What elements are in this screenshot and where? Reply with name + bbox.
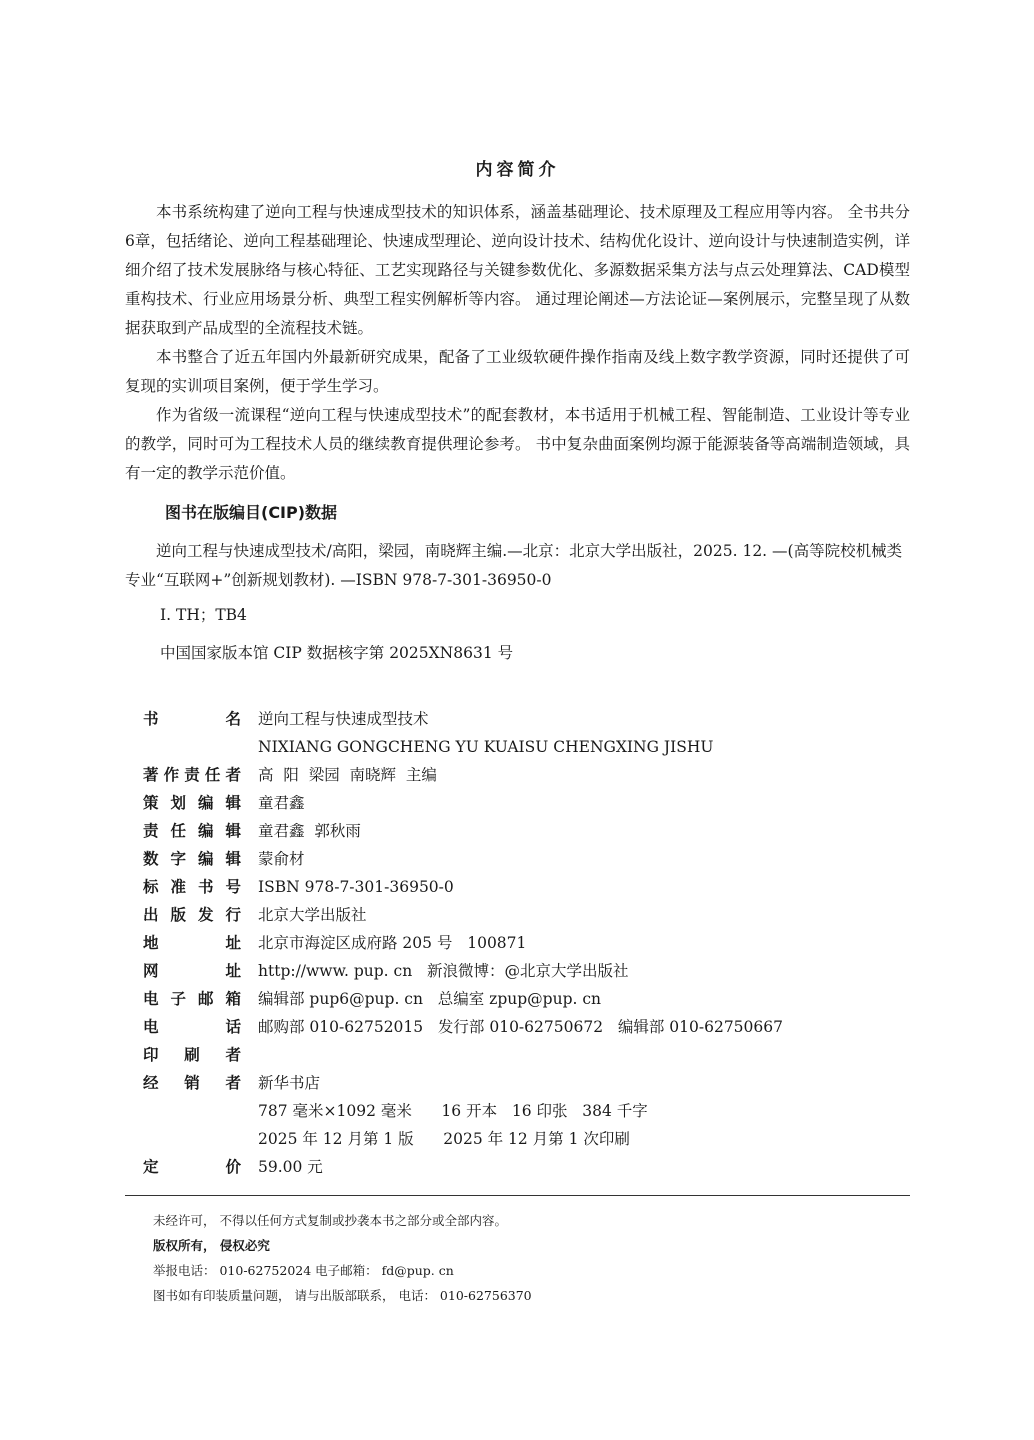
copyright-page [125, 155, 910, 1308]
info-value: 787 毫米×1092 毫米 16 开本 16 印张 384 千字 [258, 1102, 648, 1120]
quality-contact: 图书如有印装质量问题， 请与出版部联系， 电话： 010-62756370 [153, 1288, 532, 1303]
summary-title: 内容简介 [475, 160, 560, 180]
summary-paragraph: 本书整合了近五年国内外最新研究成果，配备了工业级软硬件操作指南及线上数字教学资源，同时还提供了可复现的实训项目案例，便于学生学习。 [125, 348, 910, 395]
info-label: 标准书号 [143, 878, 241, 896]
info-label [125, 1125, 241, 1153]
info-value: 蒙俞材 [258, 850, 305, 868]
info-label: 数字编辑 [143, 850, 241, 868]
cip-title: 图书在版编目(CIP)数据 [165, 503, 338, 522]
info-label [125, 1097, 241, 1125]
cip-record: 逆向工程与快速成型技术/高阳，梁园，南晓辉主编.—北京：北京大学出版社，2025. 12. —(高等院校机械类专业“互联网+”创新规划教材). —ISBN 978-7-301-36950-0 [125, 542, 903, 589]
info-row [125, 1153, 910, 1181]
info-row [125, 1013, 910, 1041]
info-value: 2025 年 12 月第 1 版 2025 年 12 月第 1 次印刷 [258, 1130, 630, 1148]
info-value: 新华书店 [258, 1074, 321, 1092]
info-row [125, 1097, 910, 1125]
info-row [125, 929, 910, 957]
info-row [125, 901, 910, 929]
info-label: 电子邮箱 [143, 990, 241, 1008]
cip-number: 中国国家版本馆 CIP 数据核字第 2025XN8631 号 [160, 644, 514, 662]
info-row [125, 817, 910, 845]
info-value: 59.00 元 [258, 1158, 323, 1176]
info-row [125, 1069, 910, 1097]
summary-paragraph: 本书系统构建了逆向工程与快速成型技术的知识体系，涵盖基础理论、技术原理及工程应用等内容。 全书共分6章，包括绪论、逆向工程基础理论、快速成型理论、逆向设计技术、结构优化设计、逆向设计与快速制造实例，详细介绍了技术发展脉络与核心特征、工艺实现路径与关键参数优化、多源数据采集方法与点云处理算法、CAD模型重构技术、行业应用场景分析、典型工程实例解析等内容。 通过理论阐述—方法论证—案例展示，完整呈现了从数据获取到产品成型的全流程技术链。 [125, 203, 910, 337]
rights-reserved: 版权所有， 侵权必究 [153, 1238, 270, 1253]
info-value: ISBN 978-7-301-36950-0 [258, 878, 454, 896]
info-value: 童君鑫 郭秋雨 [258, 822, 361, 840]
info-row [125, 733, 910, 761]
info-label: 地址 [143, 934, 241, 952]
summary-paragraph: 作为省级一流课程“逆向工程与快速成型技术”的配套教材，本书适用于机械工程、智能制造、工业设计等专业的教学，同时可为工程技术人员的继续教育提供理论参考。 书中复杂曲面案例均源于能源装备等高端制造领域，具有一定的教学示范价值。 [125, 406, 910, 482]
info-value: 高 阳 梁园 南晓辉 主编 [258, 766, 437, 784]
info-label: 责任编辑 [143, 822, 241, 840]
info-label: 出版发行 [143, 906, 241, 924]
info-label: 书名 [143, 710, 241, 728]
book-info-table [125, 705, 910, 1181]
info-row [125, 789, 910, 817]
info-value: 逆向工程与快速成型技术 [258, 710, 429, 728]
info-value: NIXIANG GONGCHENG YU KUAISU CHENGXING JISHU [258, 738, 714, 756]
copyright-notice [153, 1208, 910, 1308]
info-label: 策划编辑 [143, 794, 241, 812]
info-row [125, 705, 910, 733]
info-value: http://www. pup. cn 新浪微博：@北京大学出版社 [258, 962, 629, 980]
divider [125, 1195, 910, 1196]
info-value: 编辑部 pup6@pup. cn 总编室 zpup@pup. cn [258, 990, 602, 1008]
info-label [125, 733, 241, 761]
info-value: 北京市海淀区成府路 205 号 100871 [258, 934, 527, 952]
info-row [125, 985, 910, 1013]
info-label: 经销者 [143, 1074, 241, 1092]
info-row [125, 1125, 910, 1153]
info-row [125, 957, 910, 985]
info-row [125, 1041, 910, 1069]
info-label: 网址 [143, 962, 241, 980]
info-label: 印刷者 [143, 1046, 241, 1064]
info-label: 电话 [143, 1018, 241, 1036]
cip-classification: Ⅰ. TH；TB4 [160, 606, 247, 624]
notice-line: 未经许可， 不得以任何方式复制或抄袭本书之部分或全部内容。 [153, 1213, 507, 1228]
info-value: 童君鑫 [258, 794, 305, 812]
info-value [258, 1041, 910, 1069]
report-contact: 举报电话： 010-62752024 电子邮箱： fd@pup. cn [153, 1263, 454, 1278]
info-label: 定价 [143, 1158, 241, 1176]
info-label: 著作责任者 [143, 766, 241, 784]
info-row [125, 873, 910, 901]
info-value: 北京大学出版社 [258, 906, 367, 924]
info-row [125, 845, 910, 873]
info-row [125, 761, 910, 789]
info-value: 邮购部 010-62752015 发行部 010-62750672 编辑部 010-62750667 [258, 1018, 783, 1036]
